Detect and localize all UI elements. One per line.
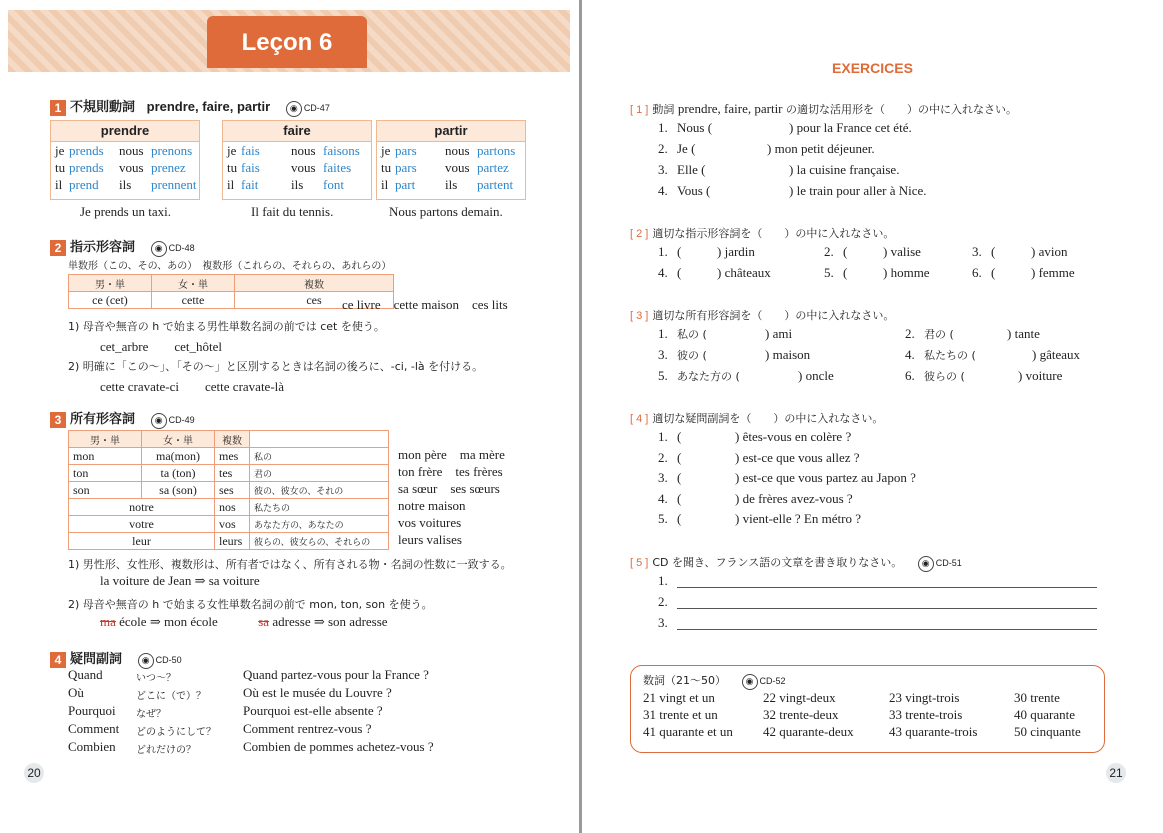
note: 1) 男性形、女性形、複数形は、所有者ではなく、所有される物・名詞の性数に一致する。 — [68, 558, 512, 571]
pronoun: je — [227, 143, 237, 158]
number-word: 42 quarante-deux — [763, 724, 854, 739]
adverb: Où — [68, 685, 84, 700]
blank-open: ( — [991, 265, 996, 280]
pronoun: tu — [381, 160, 392, 175]
sentence-rest: ) le train pour aller à Nice. — [789, 183, 927, 198]
item-number: 3. — [658, 162, 668, 177]
number-word: 21 vingt et un — [643, 690, 715, 705]
item-number: 1. — [658, 573, 668, 588]
adverb-meaning: どのようにして？ — [136, 727, 216, 738]
pronoun: ils — [119, 177, 132, 192]
blank-open: Elle ( — [677, 162, 706, 177]
right-page — [582, 0, 1163, 833]
exercise-2-instruction: [ 2 ] 適切な指示形容詞を（ ）の中に入れなさい。 — [630, 227, 895, 240]
table-cell: cette — [152, 292, 235, 309]
conjugation-row — [377, 142, 525, 159]
item-number: 3. — [972, 244, 982, 259]
blank-open: ( — [677, 244, 682, 259]
conjugation-row — [51, 159, 199, 176]
verb-form: fais — [241, 160, 260, 175]
adverb-meaning: どこに（で）？ — [136, 691, 206, 702]
verb-form: faisons — [323, 143, 360, 158]
page-number: 21 — [1106, 763, 1126, 783]
adverb-example: Combien de pommes achetez-vous ? — [243, 739, 434, 754]
adverb-meaning: どれだけの？ — [136, 745, 196, 756]
blank-open: 君の ( — [924, 328, 954, 341]
table-cell: 彼の、彼女の、それの — [250, 482, 389, 499]
exercise-5-instruction: [ 5 ] CD を聞き、フランス語の文章を書き取りなさい。 ◉ CD-51 — [630, 554, 962, 572]
conjugation-header: prendre — [51, 121, 199, 142]
noun: ) tante — [1007, 326, 1040, 341]
section-1-title — [50, 96, 330, 117]
item-number: 2. — [824, 244, 834, 259]
note: 2) 明確に「この〜」、「その〜」と区別するときは名詞の後ろに、-ci, -là を付ける。 — [68, 360, 484, 373]
item-number: 4. — [658, 183, 668, 198]
item-number: 5. — [824, 265, 834, 280]
item-number: 6. — [972, 265, 982, 280]
blank-open: ( — [677, 449, 682, 465]
verb-form: partent — [477, 177, 514, 192]
pronoun: tu — [227, 160, 238, 175]
table-cell: 私たちの — [250, 499, 389, 516]
table-header: 女・単 — [152, 275, 235, 292]
adverb-example: Comment rentrez-vous ? — [243, 721, 372, 736]
verb-form: fait — [241, 177, 259, 192]
table-cell: ta (ton) — [142, 465, 215, 482]
note-example: ma école ⇒ mon école sa adresse ⇒ son adresse — [100, 614, 388, 629]
cd-icon: ◉ — [742, 674, 758, 690]
pronoun: il — [55, 177, 63, 192]
conjugation-row — [377, 176, 525, 193]
conjugation-row — [377, 159, 525, 176]
conjugation-header: partir — [377, 121, 525, 142]
cd-track: ◉ CD-51 — [918, 558, 962, 568]
number-word: 50 cinquante — [1014, 724, 1081, 739]
section-3-title — [50, 408, 195, 429]
blank-open: ( — [843, 265, 848, 280]
section-1-title-jp: 不規則動詞 — [70, 99, 136, 114]
verb-form: font — [323, 177, 344, 192]
answer-line — [677, 608, 1097, 609]
blank-open: Vous ( — [677, 183, 711, 198]
section-number: 4 — [50, 652, 66, 668]
blank-open: 彼の ( — [677, 349, 707, 362]
numbers-box — [630, 665, 1105, 753]
blank-open: ( — [991, 244, 996, 259]
sentence-rest: ) vient-elle ? En métro ? — [735, 511, 861, 526]
verb-form: pars — [395, 143, 417, 158]
possessive-table — [68, 430, 389, 550]
verb-form: prenons — [151, 143, 193, 158]
section-2-subtitle: 単数形（この、その、あの） 複数形（これらの、それらの、あれらの） — [68, 261, 392, 272]
adverb-example: Pourquoi est-elle absente ? — [243, 703, 383, 718]
cd-icon: ◉ — [151, 241, 167, 257]
table-header: 複数 — [235, 275, 394, 292]
verb-form: pars — [395, 160, 417, 175]
noun: ) châteaux — [717, 265, 771, 280]
verb-form: prend — [69, 177, 99, 192]
blank-open: 彼らの ( — [924, 370, 965, 383]
blank-open: ( — [677, 511, 682, 526]
table-cell: notre — [69, 499, 215, 516]
number-word: 30 trente — [1014, 690, 1060, 705]
adverb-example: Où est le musée du Louvre ? — [243, 685, 392, 700]
noun: ) voiture — [1018, 368, 1063, 383]
verb-form: prennent — [151, 177, 197, 192]
table-cell: nos — [215, 499, 250, 516]
item-number: 2. — [658, 449, 668, 465]
answer-line — [677, 629, 1097, 630]
blank-open: ( — [843, 244, 848, 259]
table-cell: 彼らの、彼女らの、それらの — [250, 533, 389, 550]
table-header: 男・単 — [69, 431, 142, 448]
exercise-3-instruction: [ 3 ] 適切な所有形容詞を（ ）の中に入れなさい。 — [630, 309, 895, 322]
item-number: 5. — [658, 511, 668, 526]
blank-open: あなた方の ( — [677, 370, 740, 383]
blank-open: ( — [677, 470, 682, 485]
pronoun: ils — [445, 177, 458, 192]
verb-form: prends — [69, 160, 104, 175]
table-cell: ton — [69, 465, 142, 482]
sentence-rest: ) êtes-vous en colère ? — [735, 429, 852, 444]
item-number: 3. — [658, 470, 668, 485]
table-cell: leur — [69, 533, 215, 550]
table-cell: mes — [215, 448, 250, 465]
item-number: 4. — [658, 490, 668, 506]
note-example: cette cravate-ci cette cravate-là — [100, 379, 285, 394]
table-cell: ce (cet) — [69, 292, 152, 309]
note-example: cet_arbre cet_hôtel — [100, 339, 222, 354]
exercises-title: EXERCICES — [832, 60, 913, 76]
blank-open: Je ( — [677, 141, 696, 156]
section-2-title — [50, 236, 195, 257]
section-4-title-jp: 疑問副詞 — [70, 651, 123, 666]
item-number: 6. — [905, 368, 915, 383]
verb-form: faites — [323, 160, 352, 175]
section-1-title-fr: prendre, faire, partir — [146, 99, 271, 114]
item-number: 2. — [658, 594, 668, 609]
number-word: 32 trente-deux — [763, 707, 839, 722]
table-cell: 君の — [250, 465, 389, 482]
item-number: 1. — [658, 429, 668, 444]
adverb: Quand — [68, 667, 103, 682]
lesson-title: Leçon 6 — [207, 16, 367, 68]
cd-icon: ◉ — [918, 556, 934, 572]
pronoun: nous — [119, 143, 144, 158]
cd-icon: ◉ — [286, 101, 302, 117]
pronoun: ils — [291, 177, 304, 192]
cd-icon: ◉ — [151, 413, 167, 429]
table-cell: ces — [235, 292, 394, 309]
sentence-rest: ) est-ce que vous allez ? — [735, 449, 860, 465]
verb-form: part — [395, 177, 416, 192]
conjugation-box — [376, 120, 526, 200]
table-cell: ses — [215, 482, 250, 499]
verb-form: prends — [69, 143, 104, 158]
number-word: 31 trente et un — [643, 707, 718, 722]
numbers-title: 数詞（21〜50） ◉ CD-52 — [643, 672, 786, 690]
number-word: 22 vingt-deux — [763, 690, 836, 705]
item-number: 1. — [658, 120, 668, 135]
example-sentence: Je prends un taxi. — [80, 204, 171, 219]
sentence-rest: ) pour la France cet été. — [789, 120, 912, 135]
left-page — [0, 0, 580, 833]
cd-track: ◉ CD-50 — [138, 655, 182, 665]
item-number: 1. — [658, 244, 668, 259]
example-sentence: Il fait du tennis. — [251, 204, 334, 219]
pronoun: vous — [291, 160, 316, 175]
conjugation-row — [223, 176, 371, 193]
cd-track: ◉ CD-47 — [286, 103, 330, 113]
blank-open: 私の ( — [677, 328, 707, 341]
item-number: 4. — [905, 347, 915, 362]
table-cell: あなた方の、あなたの — [250, 516, 389, 533]
table-cell: son — [69, 482, 142, 499]
cd-track: ◉ CD-48 — [151, 243, 195, 253]
pronoun: tu — [55, 160, 66, 175]
sentence-rest: ) de frères avez-vous ? — [735, 490, 853, 506]
blank-open: 私たちの ( — [924, 349, 976, 362]
noun: ) ami — [765, 326, 793, 341]
noun: ) valise — [883, 244, 921, 259]
conjugation-row — [51, 142, 199, 159]
table-cell: vos — [215, 516, 250, 533]
demonstrative-examples: ce livre cette maison ces lits — [342, 297, 508, 312]
section-4-title — [50, 648, 182, 669]
answer-line — [677, 587, 1097, 588]
adverb-meaning: なぜ？ — [136, 709, 166, 720]
table-header: 複数 — [215, 431, 250, 448]
pronoun: je — [381, 143, 391, 158]
cd-track: ◉ CD-49 — [151, 415, 195, 425]
noun: ) femme — [1031, 265, 1075, 280]
section-number: 2 — [50, 240, 66, 256]
item-number: 3. — [658, 615, 668, 630]
table-cell: sa (son) — [142, 482, 215, 499]
pronoun: je — [55, 143, 65, 158]
item-number: 4. — [658, 265, 668, 280]
table-cell: 私の — [250, 448, 389, 465]
item-number: 1. — [658, 326, 668, 341]
exercise-1-instruction: [ 1 ] 動詞 prendre, faire, partir の適切な活用形を（ ）の中に入れなさい。 — [630, 101, 1018, 116]
verb-form: prenez — [151, 160, 186, 175]
blank-open: ( — [677, 429, 682, 444]
sentence-rest: ) est-ce que vous partez au Japon ? — [735, 470, 916, 485]
blank-open: Nous ( — [677, 120, 713, 135]
noun: ) avion — [1031, 244, 1068, 259]
table-cell: leurs — [215, 533, 250, 550]
pronoun: vous — [119, 160, 144, 175]
section-number: 1 — [50, 100, 66, 116]
verb-form: partez — [477, 160, 509, 175]
conjugation-row — [223, 142, 371, 159]
table-cell: tes — [215, 465, 250, 482]
note: 2) 母音や無音の h で始まる女性単数名詞の前で mon, ton, son を使う。 — [68, 598, 433, 611]
conjugation-box — [222, 120, 372, 200]
number-word: 33 trente-trois — [889, 707, 963, 722]
adverb-example: Quand partez-vous pour la France ? — [243, 667, 429, 682]
item-number: 3. — [658, 347, 668, 362]
pronoun: il — [381, 177, 389, 192]
item-number: 2. — [905, 326, 915, 341]
adverb: Pourquoi — [68, 703, 116, 718]
section-2-title-jp: 指示形容詞 — [70, 239, 136, 254]
example-sentence: Nous partons demain. — [389, 204, 503, 219]
table-cell: mon — [69, 448, 142, 465]
adverb: Comment — [68, 721, 120, 736]
pronoun: il — [227, 177, 235, 192]
page-number: 20 — [24, 763, 44, 783]
possessive-examples: mon père ma mère ton frère tes frères sa sœur ses sœurs notre maison vos voitures leurs valises — [398, 447, 505, 547]
sentence-rest: ) mon petit déjeuner. — [767, 141, 875, 156]
conjugation-header: faire — [223, 121, 371, 142]
blank-open: ( — [677, 265, 682, 280]
table-cell: votre — [69, 516, 215, 533]
table-header: 男・単 — [69, 275, 152, 292]
note-example: la voiture de Jean ⇒ sa voiture — [100, 573, 260, 588]
verb-form: partons — [477, 143, 516, 158]
pronoun: vous — [445, 160, 470, 175]
section-3-title-jp: 所有形容詞 — [70, 411, 136, 426]
item-number: 2. — [658, 141, 668, 156]
exercise-4-instruction: [ 4 ] 適切な疑問副詞を（ ）の中に入れなさい。 — [630, 412, 884, 425]
table-cell: ma(mon) — [142, 448, 215, 465]
number-word: 40 quarante — [1014, 707, 1076, 722]
verb-form: fais — [241, 143, 260, 158]
number-word: 41 quarante et un — [643, 724, 733, 739]
blank-open: ( — [677, 490, 682, 506]
sentence-rest: ) la cuisine française. — [789, 162, 900, 177]
noun: ) gâteaux — [1032, 347, 1081, 362]
cd-track: ◉ CD-52 — [742, 676, 786, 686]
number-word: 43 quarante-trois — [889, 724, 978, 739]
section-number: 3 — [50, 412, 66, 428]
noun: ) oncle — [798, 368, 834, 383]
adverb-meaning: いつ〜？ — [136, 673, 176, 684]
conjugation-row — [223, 159, 371, 176]
noun: ) jardin — [717, 244, 755, 259]
number-word: 23 vingt-trois — [889, 690, 960, 705]
noun: ) homme — [883, 265, 930, 280]
table-header: 女・単 — [142, 431, 215, 448]
pronoun: nous — [445, 143, 470, 158]
pronoun: nous — [291, 143, 316, 158]
conjugation-box — [50, 120, 200, 200]
conjugation-row — [51, 176, 199, 193]
item-number: 5. — [658, 368, 668, 383]
note: 1) 母音や無音の h で始まる男性単数名詞の前では cet を使う。 — [68, 320, 385, 333]
noun: ) maison — [765, 347, 811, 362]
adverb: Combien — [68, 739, 116, 754]
cd-icon: ◉ — [138, 653, 154, 669]
